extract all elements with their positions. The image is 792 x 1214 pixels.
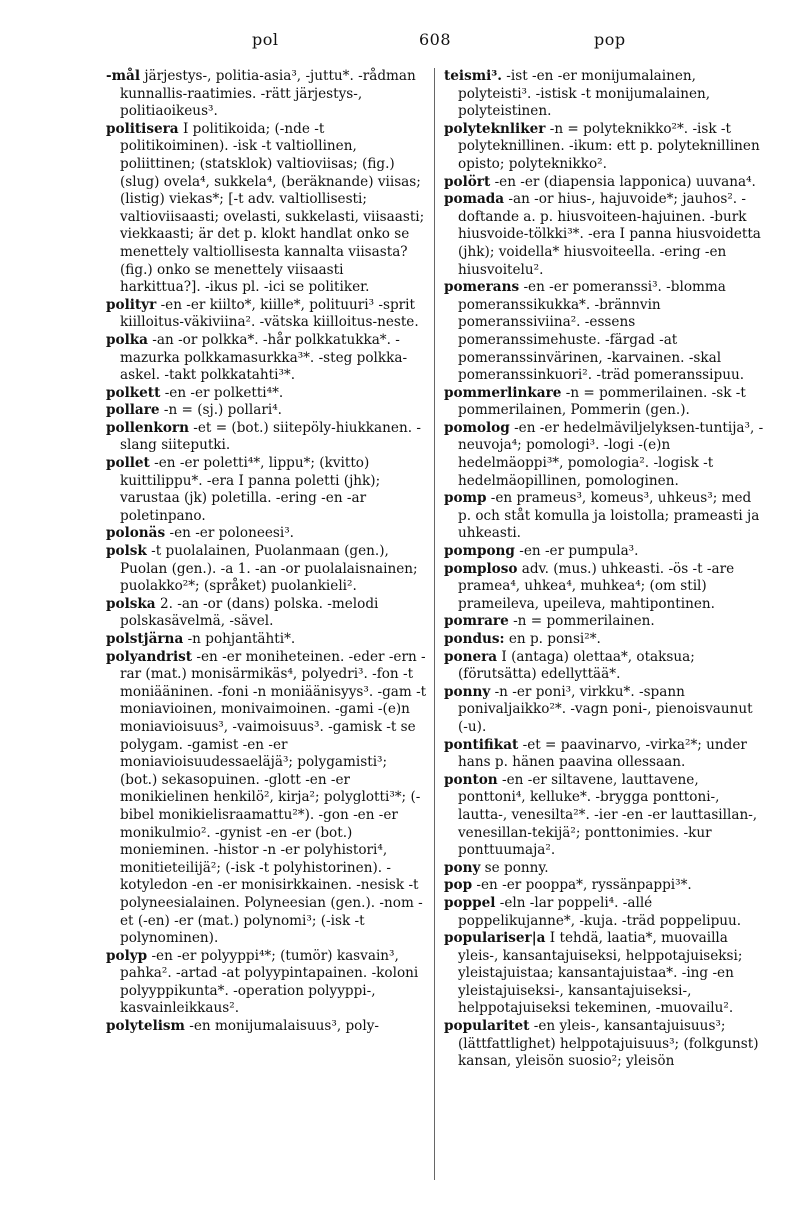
dictionary-entry: pony se ponny. (444, 859, 549, 876)
dictionary-entry: polsk -t puolalainen, Puolanmaan (gen.), Puolan (gen.). -a 1. -an -or puolalaisnainen; puolakko²*; (språket) puolankieli². (106, 543, 418, 595)
dictionary-entry: pomploso adv. (mus.) uhkeasti. -ös -t -are pramea⁴, uhkea⁴, muhkea⁴; (om stil) prameileva, upeileva, mahtipontinen. (444, 560, 735, 612)
dictionary-entry: ponton -en -er siltavene, lauttavene, ponttoni⁴, kelluke*. -brygga ponttoni-, lautta-, venesilta²*. -ier -en -er lauttasillan-, venesillan-tekijä²; ponttonimies. -kur ponttuumaja². (444, 771, 758, 859)
dictionary-entry: pollenkorn -et = (bot.) siitepöly-hiukkanen. -slang siiteputki. (106, 419, 421, 454)
dictionary-entry: ponny -n -er poni³, virkku*. -spann ponivaljaikko²*. -vagn poni-, pienoisvaunut (-u). (444, 683, 753, 735)
page-number: 608 (419, 30, 452, 49)
dictionary-entry: pompong -en -er pumpula³. (444, 543, 639, 560)
dictionary-entry: pomolog -en -er hedelmäviljelyksen-tuntija³, -neuvoja⁴; pomologi³. -logi -(e)n hedelmäoppi³*, pomologia². -logisk -t hedelmäopillinen, pomologinen. (444, 419, 764, 489)
dictionary-entry: polka -an -or polkka*. -hår polkkatukka*. -mazurka polkkamasurkka³*. -steg polkka-askel. -takt polkkatahti³*. (106, 331, 408, 384)
left-column (106, 68, 428, 1036)
dictionary-entry: pontifikat -et = paavinarvo, -virka²*; under hans p. hänen paavina ollessaan. (444, 736, 747, 771)
dictionary-entry: polört -en -er (diapensia lapponica) uuvana⁴. (444, 173, 756, 190)
dictionary-entry: pommerlinkare -n = pommerilainen. -sk -t pommerilainen, Pommerin (gen.). (444, 384, 746, 419)
dictionary-entry: popularitet -en yleis-, kansantajuisuus³; (lättfattlighet) helppotajuisuus³; (folkgunst) kansan, yleisön suosio²; yleisön (444, 1018, 759, 1070)
dictionary-entry: pollet -en -er poletti⁴*, lippu*; (kvitto) kuittilippu*. -era I panna poletti (jhk); varustaa (jk) poletilla. -ering -en -ar poletinpano. (106, 455, 381, 524)
dictionary-entry: pop -en -er pooppa*, ryssänpappi³*. (444, 877, 692, 894)
dictionary-entry: pomada -an -or hius-, hajuvoide*; jauhos². -doftande a. p. hiusvoiteen-hajuinen. -burk hiusvoide-tölkki³*. -era I panna hiusvoidetta (jhk); voidella* hiusvoiteella. -ering -en hiusvoitelu². (444, 191, 761, 278)
dictionary-entry: polska 2. -an -or (dans) polska. -melodi polskasävelmä, -sävel. (106, 595, 379, 630)
dictionary-entry: polityr -en -er kiilto*, kiille*, polituuri³ -sprit kiilloitus-väkiviina². -vätska kiilloitus-neste. (106, 296, 419, 331)
dictionary-entry: pollare -n = (sj.) pollari⁴. (106, 402, 282, 419)
dictionary-entry: teismi³. -ist -en -er monijumalainen, polyteisti³. -istisk -t monijumalainen, polyteistinen. (444, 68, 711, 120)
dictionary-entry: polyandrist -en -er moniheteinen. -eder -ern -rar (mat.) monisärmikäs⁴, polyedri³. -fon -t moniääninen. -foni -n moniäänisyys³. -gam -t moniavioinen, monivaimoinen. -gami -(e)n moniavioisuus³, -vaimoisuus³. -gamisk -t se polygam. -gamist -en -er moniavioisuudessaeläjä³; polygamisti³; (bot.) sekasopuinen. -glott -en -er monikielinen henkilö², kirja²; polyglotti³*; (-bibel monikielisraamattu²*). -gon -en -er monikulmio². -gynist -en -er (bot.) monieminen. -histor -n -er polyhistori⁴, monitieteilijä²; (-isk -t polyhistorinen). -kotyledon -en -er monisirkkainen. -nesisk -t polyneesialainen. Polyneesian (gen.). -nom -et (-en) -er (mat.) polynomi³; (-isk -t polynominen). (106, 648, 427, 947)
dictionary-entry: polyp -en -er polyyppi⁴*; (tumör) kasvain³, pahka². -artad -at polyypintapainen. -koloni polyyppikunta*. -operation polyyppi-, kasvainleikkaus². (106, 947, 419, 1017)
dictionary-entry: pomerans -en -er pomeranssi³. -blomma pomeranssikukka*. -brännvin pomeranssiviina². -essens pomeranssimehuste. -färgad -at pomeranssinvärinen, -karvainen. -skal pomeranssinkuori². -träd pomeranssipuu. (444, 279, 745, 384)
dictionary-entry: polonäs -en -er poloneesi³. (106, 525, 295, 542)
dictionary-entry: polkett -en -er polketti⁴*. (106, 384, 284, 401)
dictionary-entry: -mål järjestys-, politia-asia³, -juttu*. -rådman kunnallis-raatimies. -rätt järjestys-, politiaoikeus³. (106, 68, 416, 120)
dictionary-entry: poppel -eln -lar poppeli⁴. -allé poppelikujanne*, -kuja. -träd poppelipuu. (444, 894, 742, 929)
dictionary-entry: polyteknliker -n = polyteknikko²*. -isk -t polyteknillinen. -ikum: ett p. polyteknillinen opisto; polyteknikko². (444, 120, 760, 172)
column-divider (434, 68, 435, 1180)
page-header (0, 30, 792, 54)
dictionary-entry: populariser|a I tehdä, laatia*, muovailla yleis-, kansantajuiseksi, helppotajuiseksi; yleistajuistaa; kansantajuistaa*. -ing -en yleistajuiseksi-, kansantajuiseksi-, helppotajuiseksi tekeminen, -muovailu². (444, 930, 743, 1017)
dictionary-entry: ponera I (antaga) olettaa*, otaksua; (förutsätta) edellyttää*. (444, 648, 695, 683)
dictionary-entry: polstjärna -n pohjantähti*. (106, 631, 296, 647)
right-column (444, 68, 766, 1071)
right-guide-word: pop (594, 30, 626, 49)
dictionary-entry: politisera I politikoida; (-nde -t politikoiminen). -isk -t valtiollinen, poliittinen; (statsklok) valtioviisas; (fig.) (slug) ovela⁴, sukkela⁴, (beräknande) viisas; (listig) viekas*; [-t adv. valtiollisesti; valtioviisaasti; ovelasti, sukkelasti, viisaasti; viekkaasti; är det p. klokt handlat onko se menettely valtiollisesta kannalta viisasta? (fig.) onko se menettely viisaasti harkittua?]. -ikus pl. -ici se politiker. (106, 120, 425, 296)
dictionary-entry: pondus: en p. ponsi²*. (444, 631, 601, 647)
dictionary-entry: pomrare -n = pommerilainen. (444, 613, 655, 630)
dictionary-entry: pomp -en prameus³, komeus³, uhkeus³; med p. och ståt komulla ja loistolla; prameasti ja uhkeasti. (444, 490, 760, 542)
left-guide-word: pol (252, 30, 279, 49)
dictionary-entry: polytelism -en monijumalaisuus³, poly- (106, 1018, 379, 1035)
